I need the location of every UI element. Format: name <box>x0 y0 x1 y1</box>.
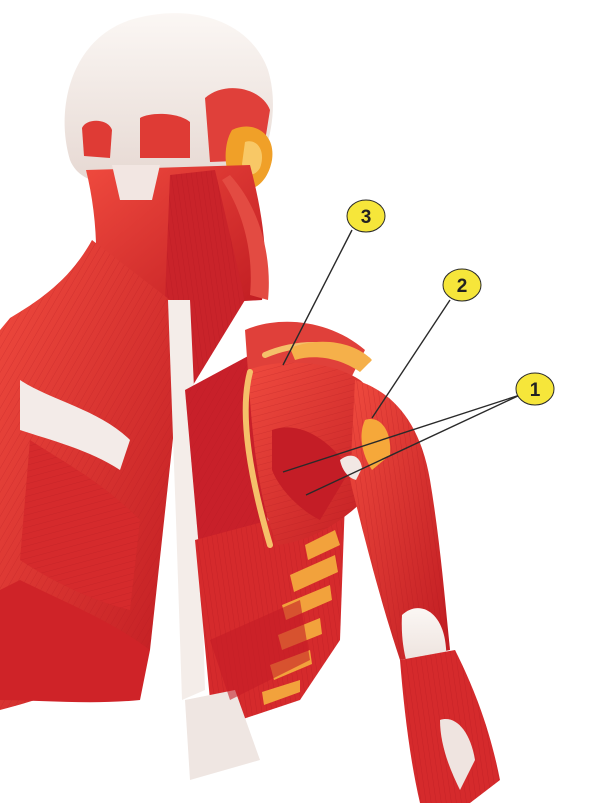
occipital-muscle-left <box>82 121 112 158</box>
leader-line-2 <box>372 300 450 418</box>
callout-3 <box>347 200 385 232</box>
callout-1-label: 1 <box>529 380 541 401</box>
occipital-muscle-mid <box>140 114 190 158</box>
callout-1 <box>516 373 554 405</box>
right-arm <box>340 380 500 803</box>
neck-tendon-center <box>112 165 160 200</box>
left-back <box>0 240 175 710</box>
callout-2-label: 2 <box>456 276 468 297</box>
callout-3-label: 3 <box>360 207 372 228</box>
callout-2 <box>443 269 481 301</box>
head <box>65 13 273 189</box>
